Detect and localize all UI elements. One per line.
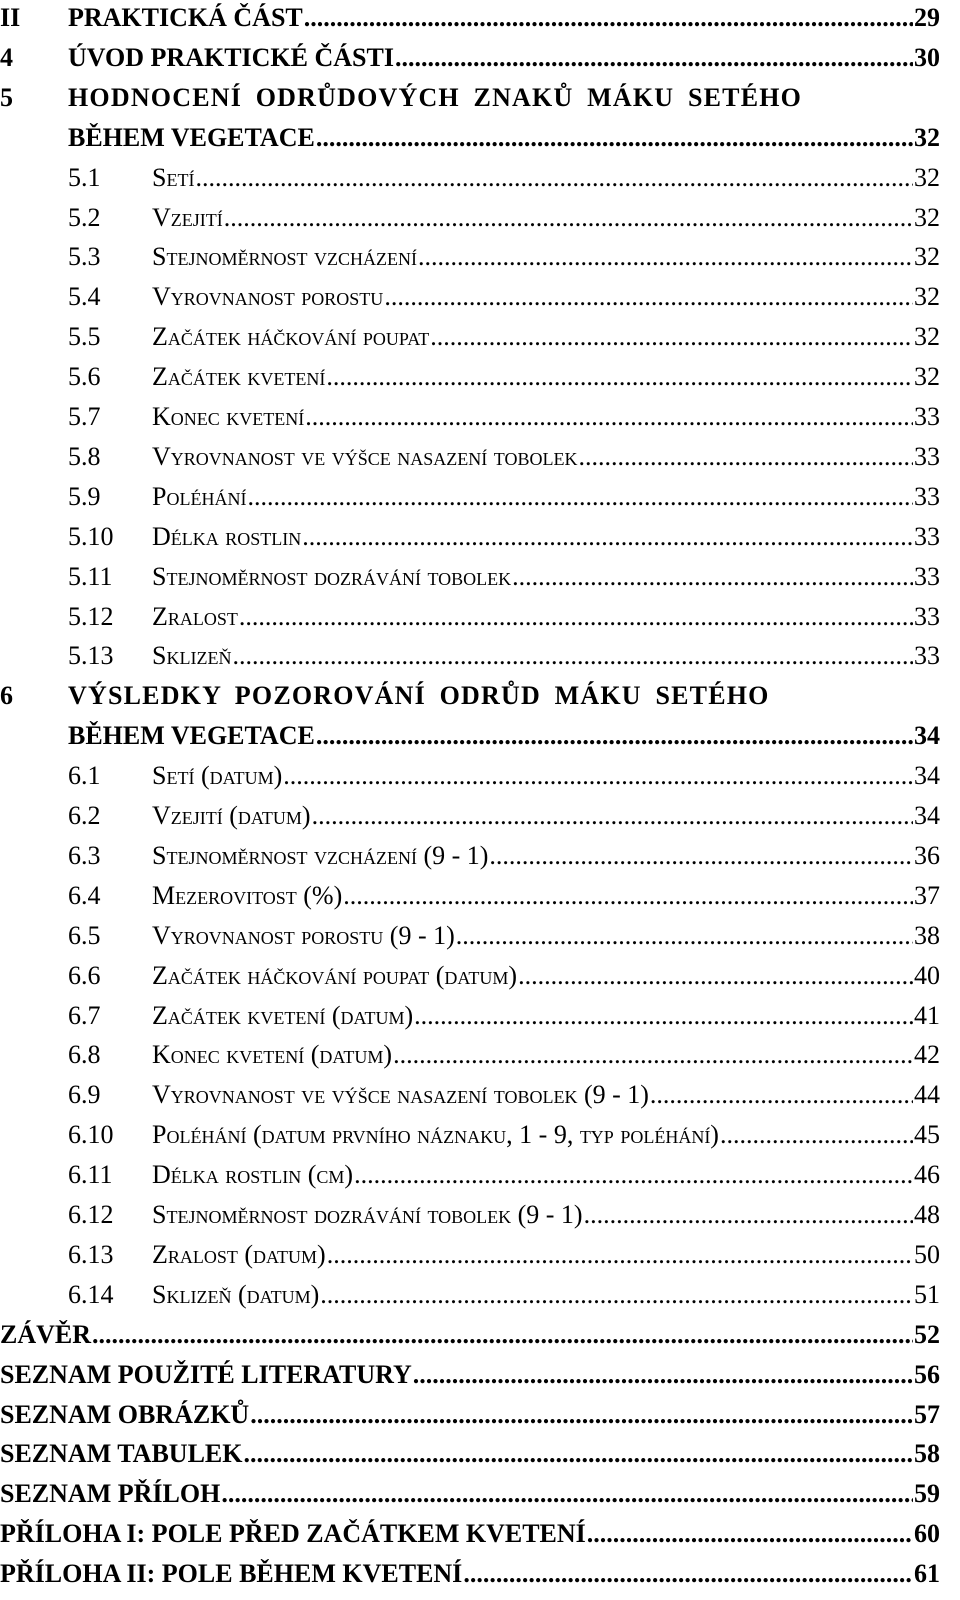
toc-entry[interactable] xyxy=(0,680,940,712)
toc-number: 5.5 xyxy=(68,322,101,352)
toc-entry[interactable] xyxy=(0,1319,940,1351)
toc-title: Vyrovnanost porostu (9 - 1) xyxy=(152,920,455,950)
toc-leader-dots xyxy=(247,481,913,513)
toc-leader-dots xyxy=(384,281,913,313)
toc-title: Začátek kvetení (datum) xyxy=(152,1000,414,1030)
toc-page-number: 32 xyxy=(914,122,940,152)
toc-title: PRAKTICKÁ ČÁST xyxy=(68,3,303,32)
toc-title: Stejnoměrnost dozrávání tobolek xyxy=(152,561,512,591)
toc-leader-dots xyxy=(354,1159,913,1191)
toc-title: BĚHEM VEGETACE xyxy=(68,122,315,152)
toc-leader-dots xyxy=(316,122,913,154)
toc-title: Stejnoměrnost vzcházení (9 - 1) xyxy=(152,840,489,870)
toc-leader-dots xyxy=(463,1558,913,1590)
toc-entry[interactable] xyxy=(68,361,940,393)
toc-entry[interactable] xyxy=(68,960,940,992)
toc-number: 6.4 xyxy=(68,880,101,910)
toc-leader-dots xyxy=(413,1359,913,1391)
toc-leader-dots xyxy=(92,1319,913,1351)
toc-title: ÚVOD PRAKTICKÉ ČÁSTI xyxy=(68,42,394,72)
toc-title: Vzejití xyxy=(152,202,223,232)
toc-number: 5.1 xyxy=(68,162,101,192)
toc-leader-dots xyxy=(250,1399,913,1431)
toc-title: ZÁVĚR xyxy=(0,1319,92,1349)
toc-leader-dots xyxy=(650,1079,913,1111)
toc-title: Sklizeň (datum) xyxy=(152,1279,320,1309)
toc-leader-dots xyxy=(327,1239,913,1271)
toc-page-number: 32 xyxy=(914,322,940,352)
toc-title: Setí (datum) xyxy=(152,761,283,791)
toc-page-number: 61 xyxy=(914,1559,940,1589)
toc-title: SEZNAM POUŽITÉ LITERATURY xyxy=(0,1359,412,1389)
toc-entry[interactable] xyxy=(0,122,940,154)
toc-number: 6.5 xyxy=(68,920,101,950)
toc-leader-dots xyxy=(304,2,913,34)
toc-leader-dots xyxy=(283,760,913,792)
toc-page-number: 32 xyxy=(914,362,940,392)
toc-number: 5.2 xyxy=(68,202,101,232)
toc-number: 5.9 xyxy=(68,481,101,511)
toc-leader-dots xyxy=(720,1119,913,1151)
toc-entry[interactable] xyxy=(68,1159,940,1191)
toc-entry[interactable] xyxy=(0,1359,940,1391)
toc-page-number: 52 xyxy=(914,1319,940,1349)
toc-number: 5.7 xyxy=(68,402,101,431)
toc-number: 6.3 xyxy=(68,840,101,870)
toc-page-number: 36 xyxy=(914,840,940,870)
toc-page-number: 33 xyxy=(914,402,940,431)
toc-entry[interactable] xyxy=(68,281,940,313)
toc-leader-dots xyxy=(418,241,913,273)
toc-leader-dots xyxy=(414,1000,913,1032)
toc-title: PŘÍLOHA II: POLE BĚHEM KVETENÍ xyxy=(0,1559,463,1589)
toc-title: Poléhání (datum prvního náznaku, 1 - 9, typ poléhání) xyxy=(152,1120,719,1150)
toc-page-number: 33 xyxy=(914,521,940,551)
toc-leader-dots xyxy=(221,1478,913,1510)
toc-page-number: 48 xyxy=(914,1200,940,1229)
toc-entry[interactable] xyxy=(68,321,940,353)
toc-entry[interactable] xyxy=(68,1119,940,1151)
toc-page-number: 29 xyxy=(914,3,940,32)
toc-number: 6.9 xyxy=(68,1080,101,1110)
toc-title: Zralost (datum) xyxy=(152,1239,326,1269)
toc-entry[interactable] xyxy=(68,202,940,234)
toc-entry[interactable] xyxy=(68,561,940,593)
toc-leader-dots xyxy=(456,920,913,952)
toc-leader-dots xyxy=(584,1199,913,1231)
toc-leader-dots xyxy=(195,162,913,194)
toc-page-number: 33 xyxy=(914,441,940,471)
toc-number: 5.4 xyxy=(68,282,101,312)
toc-page-number: 38 xyxy=(914,920,940,950)
toc-page-number: 32 xyxy=(914,282,940,312)
toc-leader-dots xyxy=(232,640,913,672)
toc-number: 5.6 xyxy=(68,362,101,392)
toc-leader-dots xyxy=(326,361,913,393)
toc-entry[interactable] xyxy=(68,1239,940,1271)
toc-title: Vyrovnanost ve výšce nasazení tobolek (9 - 1) xyxy=(152,1080,649,1110)
toc-entry[interactable] xyxy=(0,1438,940,1470)
toc-number: 5.12 xyxy=(68,601,114,631)
toc-leader-dots xyxy=(430,321,913,353)
toc-page-number: 56 xyxy=(914,1359,940,1389)
toc-title: SEZNAM OBRÁZKŮ xyxy=(0,1399,250,1429)
toc-number: 4 xyxy=(0,42,13,72)
toc-number: 6.12 xyxy=(68,1200,114,1229)
toc-title: Poléhání xyxy=(152,481,247,511)
toc-title: Začátek háčkování poupat xyxy=(152,322,430,352)
toc-title: Stejnoměrnost dozrávání tobolek (9 - 1) xyxy=(152,1200,583,1229)
toc-number: 6.11 xyxy=(68,1160,113,1190)
toc-page-number: 44 xyxy=(914,1080,940,1110)
toc-page-number: 42 xyxy=(914,1040,940,1070)
toc-number: 6 xyxy=(0,681,13,711)
toc-title: Délka rostlin (cm) xyxy=(152,1160,354,1190)
toc-entry[interactable] xyxy=(0,1558,940,1590)
toc-page-number: 40 xyxy=(914,960,940,990)
toc-entry[interactable] xyxy=(68,760,940,792)
toc-title: HODNOCENÍ ODRŮDOVÝCH ZNAKŮ MÁKU SETÉHO xyxy=(68,82,803,112)
toc-entry[interactable] xyxy=(68,401,940,433)
toc-entry[interactable] xyxy=(0,1518,940,1550)
toc-leader-dots xyxy=(224,202,913,234)
toc-title: Začátek kvetení xyxy=(152,362,326,392)
toc-page-number: 57 xyxy=(914,1399,940,1429)
toc-page-number: 33 xyxy=(914,601,940,631)
toc-title: Stejnoměrnost vzcházení xyxy=(152,242,417,272)
toc-page-number: 32 xyxy=(914,242,940,272)
toc-number: 5.8 xyxy=(68,441,101,471)
toc-entry[interactable] xyxy=(68,521,940,553)
toc-entry[interactable] xyxy=(68,481,940,513)
toc-leader-dots xyxy=(243,1438,913,1470)
toc-title: Zralost xyxy=(152,601,238,631)
toc-page-number: 45 xyxy=(914,1120,940,1150)
toc-leader-dots xyxy=(239,601,913,633)
toc-leader-dots xyxy=(343,880,913,912)
toc-number: 5.11 xyxy=(68,561,113,591)
toc-entry[interactable] xyxy=(68,601,940,633)
toc-number: 6.14 xyxy=(68,1279,114,1309)
toc-leader-dots xyxy=(316,720,913,752)
toc-entry[interactable] xyxy=(0,720,940,752)
toc-number: 5.13 xyxy=(68,641,114,671)
toc-page-number: 34 xyxy=(914,761,940,791)
toc-title: BĚHEM VEGETACE xyxy=(68,721,315,751)
toc-leader-dots xyxy=(489,840,913,872)
toc-title: Délka rostlin xyxy=(152,521,302,551)
toc-leader-dots xyxy=(395,42,913,74)
toc-entry[interactable] xyxy=(68,840,940,872)
toc-entry[interactable] xyxy=(0,42,940,74)
toc-page-number: 37 xyxy=(914,880,940,910)
toc-entry[interactable] xyxy=(68,1279,940,1311)
toc-leader-dots xyxy=(305,401,913,433)
toc-number: 6.10 xyxy=(68,1120,114,1150)
toc-number: 6.8 xyxy=(68,1040,101,1070)
toc-title: Konec kvetení (datum) xyxy=(152,1040,393,1070)
toc-entry[interactable] xyxy=(68,1039,940,1071)
toc-title: SEZNAM PŘÍLOH xyxy=(0,1479,221,1509)
toc-title: Vyrovnanost porostu xyxy=(152,282,384,312)
toc-leader-dots xyxy=(587,1518,913,1550)
toc-number: 6.6 xyxy=(68,960,101,990)
toc-entry[interactable] xyxy=(0,1478,940,1510)
toc-number: 5.3 xyxy=(68,242,101,272)
toc-entry[interactable] xyxy=(68,1199,940,1231)
toc-entry[interactable] xyxy=(0,1399,940,1431)
toc-page-number: 33 xyxy=(914,481,940,511)
toc-page-number: 34 xyxy=(914,721,940,751)
toc-entry[interactable] xyxy=(68,640,940,672)
toc-title: PŘÍLOHA I: POLE PŘED ZAČÁTKEM KVETENÍ xyxy=(0,1519,586,1549)
toc-page-number: 33 xyxy=(914,641,940,671)
toc-page-number: 58 xyxy=(914,1439,940,1469)
toc-title: Začátek háčkování poupat (datum) xyxy=(152,960,518,990)
toc-page-number: 60 xyxy=(914,1519,940,1549)
toc-title: SEZNAM TABULEK xyxy=(0,1439,243,1469)
toc-entry[interactable] xyxy=(68,920,940,952)
toc-page-number: 34 xyxy=(914,801,940,830)
toc-entry[interactable] xyxy=(68,441,940,473)
toc-page-number: 32 xyxy=(914,162,940,192)
toc-entry[interactable] xyxy=(68,880,940,912)
toc-number: 5.10 xyxy=(68,521,114,551)
toc-title: Setí xyxy=(152,162,195,192)
toc-title: Konec kvetení xyxy=(152,402,305,431)
toc-leader-dots xyxy=(512,561,913,593)
toc-number: II xyxy=(0,3,21,32)
toc-page-number: 59 xyxy=(914,1479,940,1509)
toc-title: Mezerovitost (%) xyxy=(152,880,343,910)
toc-number: 6.2 xyxy=(68,801,101,830)
toc-title: Vzejití (datum) xyxy=(152,801,311,830)
toc-page-number: 50 xyxy=(914,1239,940,1269)
toc-leader-dots xyxy=(578,441,913,473)
toc-title: VÝSLEDKY POZOROVÁNÍ ODRŮD MÁKU SETÉHO xyxy=(68,681,770,711)
toc-number: 6.13 xyxy=(68,1239,114,1269)
toc-number: 6.7 xyxy=(68,1000,101,1030)
toc-page-number: 51 xyxy=(914,1279,940,1309)
toc-number: 5 xyxy=(0,82,13,112)
toc-entry[interactable] xyxy=(68,800,940,832)
toc-leader-dots xyxy=(320,1279,913,1311)
toc-title: Vyrovnanost ve výšce nasazení tobolek xyxy=(152,441,578,471)
toc-page-number: 46 xyxy=(914,1160,940,1190)
toc-page-number: 41 xyxy=(914,1000,940,1030)
toc-entry[interactable] xyxy=(68,1000,940,1032)
toc-page-number: 33 xyxy=(914,561,940,591)
toc-title: Sklizeň xyxy=(152,641,232,671)
toc-number: 6.1 xyxy=(68,761,101,791)
toc-page-number: 30 xyxy=(914,42,940,72)
toc-leader-dots xyxy=(518,960,913,992)
toc-entry[interactable] xyxy=(68,1079,940,1111)
toc-leader-dots xyxy=(302,521,913,553)
toc-leader-dots xyxy=(312,800,913,832)
toc-entry[interactable] xyxy=(0,2,940,34)
toc-page-number: 32 xyxy=(914,202,940,232)
toc-entry[interactable] xyxy=(68,162,940,194)
toc-entry[interactable] xyxy=(68,241,940,273)
toc-entry[interactable] xyxy=(0,82,940,114)
toc-leader-dots xyxy=(393,1039,913,1071)
